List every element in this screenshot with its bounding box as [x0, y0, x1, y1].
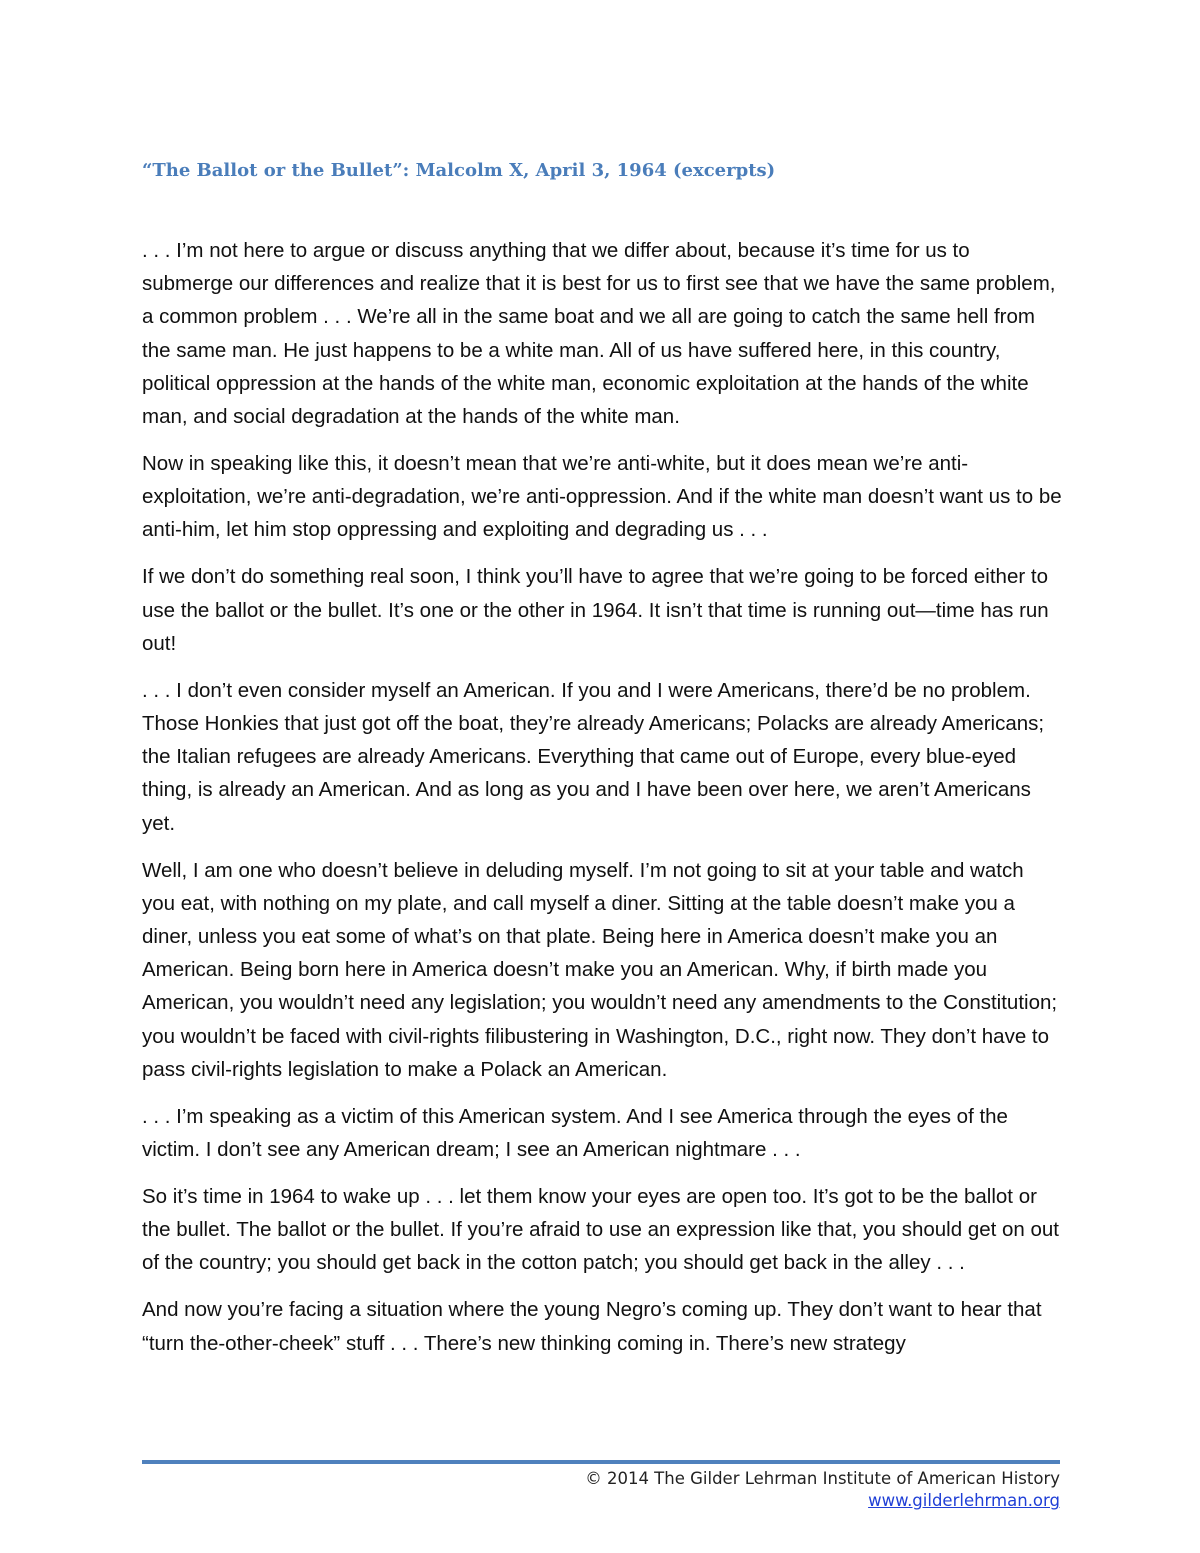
- paragraph-7: So it’s time in 1964 to wake up . . . let them know your eyes are open too. It’s got to be the ballot or the bullet. The ballot or the bullet. If you’re afraid to use an expression like that, you should get on out of the country; you should get back in the cotton patch; you should get back in the alley . . .: [142, 1185, 1060, 1275]
- paragraph-3: If we don’t do something real soon, I think you’ll have to agree that we’re going to be forced either to use the ballot or the bullet. It’s one or the other in 1964. It isn’t that time is running out—time has run out!: [142, 565, 1049, 655]
- paragraph-5: Well, I am one who doesn’t believe in deluding myself. I’m not going to sit at your table and watch you eat, with nothing on my plate, and call myself a diner. Sitting at the table doesn’t make you a diner, unless you eat some of what’s on that plate. Being here in America doesn’t make you an American. Being born here in America doesn’t make you an American. Why, if birth made you American, you wouldn’t need any legislation; you wouldn’t need any amendments to the Constitution; you wouldn’t be faced with civil-rights filibustering in Washington, D.C., right now. They don’t have to pass civil-rights legislation to make a Polack an American.: [142, 858, 1058, 1081]
- paragraph-4: . . . I don’t even consider myself an American. If you and I were Americans, there’d be no problem. Those Honkies that just got off the boat, they’re already Americans; Polacks are already Americans; the Italian refugees are already Americans. Everything that came out of Europe, every blue-eyed thing, is already an American. And as long as you and I have been over here, we aren’t Americans yet.: [142, 678, 1045, 835]
- page-footer: [560, 1468, 1060, 1512]
- copyright-notice: © 2014 The Gilder Lehrman Institute of American History: [585, 1469, 1060, 1488]
- paragraph-1: . . . I’m not here to argue or discuss anything that we differ about, because it’s time for us to submerge our differences and realize that it is best for us to first see that we have the same problem, a common problem . . . We’re all in the same boat and we all are going to catch the same hell from the same man. He just happens to be a white man. All of us have suffered here, in this country, political oppression at the hands of the white man, economic exploitation at the hands of the white man, and social degradation at the hands of the white man.: [142, 239, 1056, 429]
- paragraph-2: Now in speaking like this, it doesn’t mean that we’re anti-white, but it does mean we’re anti-exploitation, we’re anti-degradation, we’re anti-oppression. And if the white man doesn’t want us to be anti-him, let him stop oppressing and exploiting and degrading us . . .: [142, 452, 1062, 542]
- institute-website-link[interactable]: www.gilderlehrman.org: [868, 1491, 1060, 1510]
- paragraph-8: And now you’re facing a situation where the young Negro’s coming up. They don’t want to hear that “turn the-other-cheek” stuff . . . There’s new thinking coming in. There’s new strategy: [142, 1298, 1042, 1355]
- footer-divider: [142, 1460, 1060, 1464]
- paragraph-6: . . . I’m speaking as a victim of this American system. And I see America through the eyes of the victim. I don’t see any American dream; I see an American nightmare . . .: [142, 1104, 1008, 1162]
- document-body: [142, 234, 1062, 1374]
- document-title: “The Ballot or the Bullet”: Malcolm X, April 3, 1964 (excerpts): [142, 160, 776, 181]
